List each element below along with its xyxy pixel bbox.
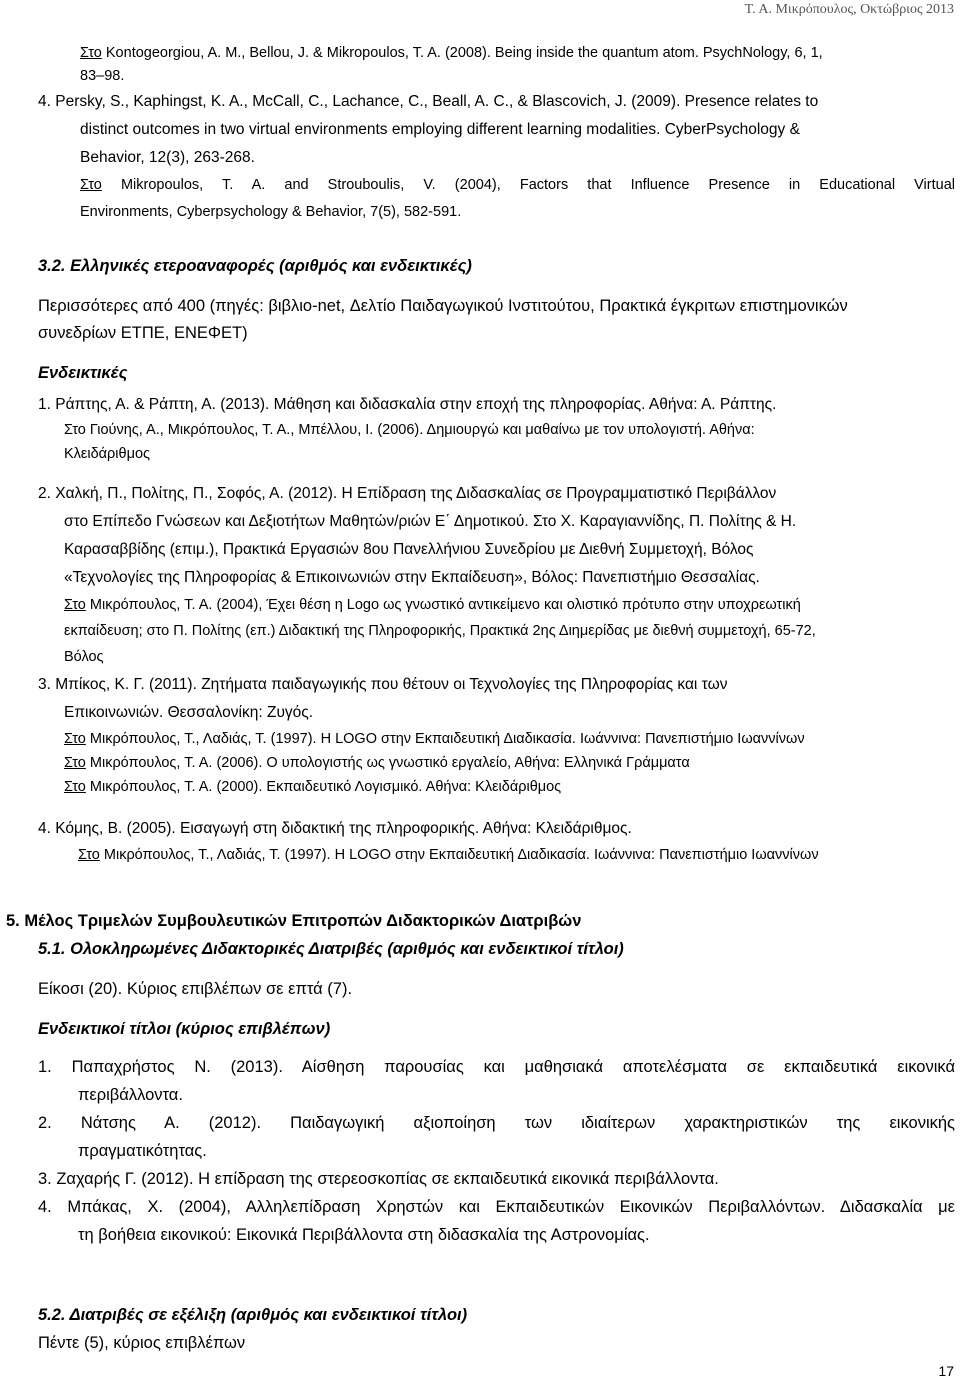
text-run: 1. Ράπτης, Α. & Ράπτη, Α. (2013). Μάθηση και διδασκαλία στην εποχή της πληροφορίας. Αθήνα: Α. Ράπτης.	[38, 396, 777, 413]
text-run: 3.2. Ελληνικές ετεροαναφορές (αριθμός και ενδεικτικές)	[38, 257, 472, 275]
text-run: Behavior, 12(3), 263-268.	[80, 149, 255, 166]
text-run: 1. Παπαχρήστος Ν. (2013). Αίσθηση παρουσίας και μαθησιακά αποτελέσματα σε εκπαιδευτικά εικονικά	[38, 1058, 955, 1076]
text-run: 3. Ζαχαρής Γ. (2012). Η επίδραση της στερεοσκοπίας σε εκπαιδευτικά εικονικά περιβάλλοντα.	[38, 1170, 719, 1188]
text-run: εκπαίδευση; στο Π. Πολίτης (επ.) Διδακτική της Πληροφορικής, Πρακτικά 2ης Διημερίδας με διεθνή συμμετοχή, 65-72,	[64, 623, 816, 639]
text-line	[64, 624, 816, 640]
text-line	[64, 541, 754, 558]
text-line	[38, 1058, 955, 1076]
text-run: 4. Persky, S., Kaphingst, K. A., McCall, C., Lachance, C., Beall, A. C., & Blascovich, J. (2009). Presence relates to	[38, 93, 819, 110]
text-line	[38, 297, 848, 315]
text-run: 5.2. Διατριβές σε εξέλιξη (αριθμός και ενδεικτικοί τίτλοι)	[38, 1306, 468, 1324]
text-run: Μικρόπουλος, Τ. Α. (2004), Έχει θέση η Logo ως γνωστικό αντικείμενο και ολιστικό πρότυπο στην υποχρεωτική	[85, 597, 801, 613]
text-line	[38, 485, 776, 502]
text-line	[38, 1334, 245, 1352]
text-run: 83–98.	[80, 68, 125, 84]
text-run: Στο	[78, 847, 100, 863]
text-run: Environments, Cyberpsychology & Behavior, 7(5), 582-591.	[80, 204, 462, 220]
text-line	[78, 1086, 183, 1104]
text-run: Kontogeorgiou, A. M., Bellou, J. & Mikropoulos, T. A. (2008). Being inside the quantum atom. PsychNology, 6, 1,	[101, 45, 823, 61]
text-line	[64, 423, 755, 439]
text-line	[80, 205, 461, 221]
text-run: Στο	[64, 755, 86, 771]
text-run: Μικρόπουλος, Τ. Α. (2000). Εκπαιδευτικό Λογισμικό. Αθήνα: Κλειδάριθμος	[85, 779, 562, 795]
running-header: Τ. Α. Μικρόπουλος, Οκτώβριος 2013	[744, 2, 954, 17]
text-run: «Τεχνολογίες της Πληροφορίας & Επικοινωνιών στην Εκπαίδευση», Βόλος: Πανεπιστήμιο Θεσσαλίας.	[64, 569, 760, 586]
text-run: περιβάλλοντα.	[78, 1086, 183, 1104]
text-line	[38, 364, 127, 382]
text-line	[38, 1198, 955, 1216]
text-run: Βόλος	[64, 649, 104, 665]
text-run: 4. Κόμης, Β. (2005). Εισαγωγή στη διδακτική της πληροφορικής. Αθήνα: Κλειδάριθμος.	[38, 820, 632, 837]
text-line	[78, 1226, 650, 1244]
text-line	[80, 121, 800, 138]
text-line	[38, 396, 776, 413]
text-run: Ενδεικτικοί τίτλοι (κύριος επιβλέπων)	[38, 1020, 331, 1038]
text-line	[38, 324, 248, 342]
text-line	[6, 912, 581, 930]
text-line	[64, 650, 104, 666]
text-run: Στο Γιούνης, Α., Μικρόπουλος, Τ. Α., Μπέλλου, Ι. (2006). Δημιουργώ και μαθαίνω με τον υπολογιστή. Αθήνα:	[64, 422, 755, 438]
text-run: Καρασαββίδης (επιμ.), Πρακτικά Εργασιών 8ου Πανελλήνιου Συνεδρίου με Διεθνή Συμμετοχή, Βόλος	[64, 541, 754, 558]
text-line	[64, 704, 313, 721]
text-run: 5. Μέλος Τριμελών Συμβουλευτικών Επιτροπών Διδακτορικών Διατριβών	[6, 912, 582, 930]
text-line	[38, 1306, 467, 1324]
text-run: distinct outcomes in two virtual environments employing different learning modalities. CyberPsychology &	[80, 121, 800, 138]
text-line	[38, 676, 727, 693]
text-run: Μικρόπουλος, Τ., Λαδιάς, Τ. (1997). Η LOGO στην Εκπαιδευτική Διαδικασία. Ιωάννινα: Πανεπιστήμιο Ιωαννίνων	[85, 731, 805, 747]
text-run: τη βοήθεια εικονικού: Εικονικά Περιβάλλοντα στη διδασκαλία της Αστρονομίας.	[78, 1226, 650, 1244]
text-line	[64, 780, 561, 796]
text-line	[64, 756, 690, 772]
text-run: Κλειδάριθμος	[64, 446, 151, 462]
text-run: Στο	[64, 779, 86, 795]
page-number: 17	[938, 1363, 954, 1379]
text-line	[38, 980, 352, 998]
text-line	[80, 69, 124, 85]
text-line	[80, 149, 255, 166]
text-run: 2. Νάτσης Α. (2012). Παιδαγωγική αξιοποίηση των ιδιαίτερων χαρακτηριστικών της εικονικής	[38, 1114, 955, 1132]
text-line	[78, 1142, 207, 1160]
text-line	[38, 820, 632, 837]
text-line	[38, 940, 624, 958]
text-run: Είκοσι (20). Κύριος επιβλέπων σε επτά (7).	[38, 980, 353, 998]
text-run: Στο	[64, 731, 86, 747]
text-run: συνεδρίων ΕΤΠΕ, ΕΝΕΦΕΤ)	[38, 324, 248, 342]
text-run: 5.1. Ολοκληρωμένες Διδακτορικές Διατριβές (αριθμός και ενδεικτικοί τίτλοι)	[38, 940, 624, 958]
text-line	[38, 93, 818, 110]
text-run: Στο	[80, 177, 102, 193]
text-line	[64, 513, 796, 530]
text-line	[38, 1020, 330, 1038]
text-run: στο Επίπεδο Γνώσεων και Δεξιοτήτων Μαθητών/ριών Ε΄ Δημοτικού. Στο Χ. Καραγιαννίδης, Π. Πολίτης & Η.	[64, 513, 797, 530]
text-line	[38, 257, 472, 275]
text-run: Πέντε (5), κύριος επιβλέπων	[38, 1334, 246, 1352]
text-run: 2. Χαλκή, Π., Πολίτης, Π., Σοφός, Α. (2012). Η Επίδραση της Διδασκαλίας σε Προγραμματιστικό Περιβάλλον	[38, 485, 777, 502]
text-line	[38, 1170, 719, 1188]
text-line	[64, 598, 801, 614]
text-line	[80, 178, 955, 194]
text-run: Mikropoulos, T. A. and Strouboulis, V. (2004), Factors that Influence Presence in Educational Virtual	[101, 177, 955, 193]
text-line	[64, 732, 805, 748]
text-run: Μικρόπουλος, Τ., Λαδιάς, Τ. (1997). Η LOGO στην Εκπαιδευτική Διαδικασία. Ιωάννινα: Πανεπιστήμιο Ιωαννίνων	[99, 847, 819, 863]
text-run: Επικοινωνιών. Θεσσαλονίκη: Ζυγός.	[64, 704, 314, 721]
text-run: 4. Μπάκας, Χ. (2004), Αλληλεπίδραση Χρηστών και Εκπαιδευτικών Εικονικών Περιβαλλόντων. Διδασκαλία με	[38, 1198, 955, 1216]
text-line	[64, 447, 150, 463]
text-run: Στο	[64, 597, 86, 613]
text-line	[38, 1114, 955, 1132]
text-run: Στο	[80, 45, 102, 61]
text-line	[64, 569, 760, 586]
text-run: Περισσότερες από 400 (πηγές: βιβλιο-net, Δελτίο Παιδαγωγικού Ινστιτούτου, Πρακτικά έγκριτων επιστημονικών	[38, 297, 848, 315]
text-line	[80, 46, 823, 62]
text-run: 3. Μπίκος, Κ. Γ. (2011). Ζητήματα παιδαγωγικής που θέτουν οι Τεχνολογίες της Πληροφορίας και των	[38, 676, 728, 693]
text-line	[78, 848, 819, 864]
text-run: Μικρόπουλος, Τ. Α. (2006). Ο υπολογιστής ως γνωστικό εργαλείο, Αθήνα: Ελληνικά Γράμματα	[85, 755, 690, 771]
text-run: Ενδεικτικές	[38, 364, 128, 382]
text-run: πραγματικότητας.	[78, 1142, 207, 1160]
